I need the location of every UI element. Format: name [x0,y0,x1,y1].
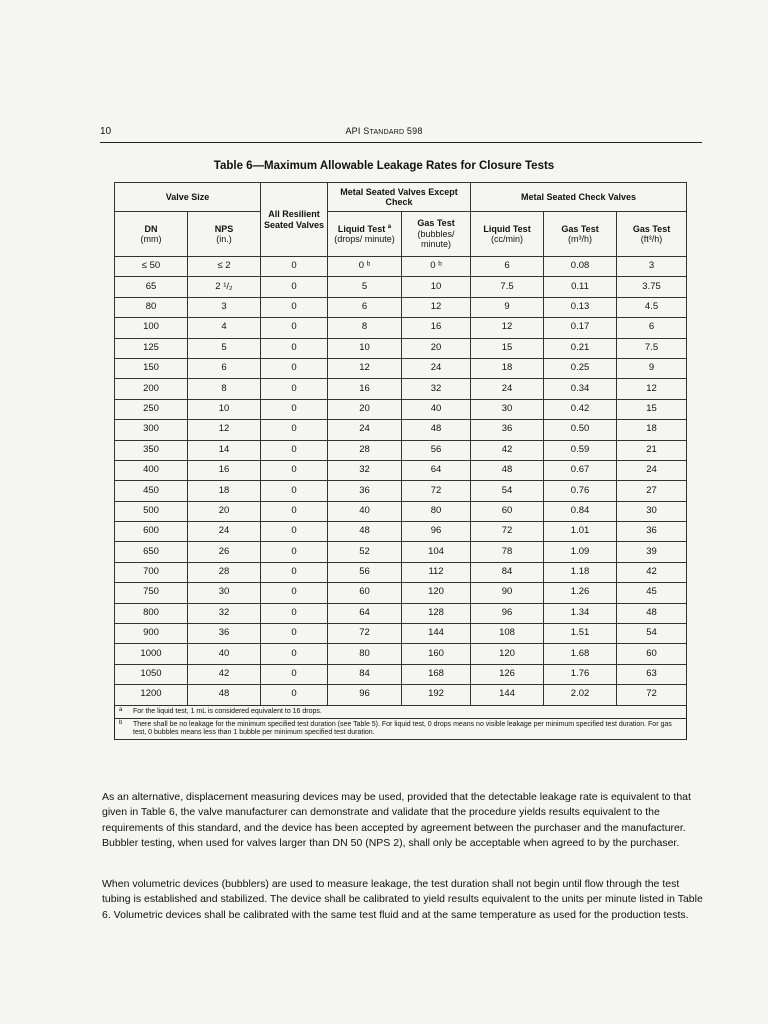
paragraph-volumetric-devices: When volumetric devices (bubblers) are used to measure leakage, the test duration shall not begin until flow through the test tubing is established and stabilized. The device shall be calibrated to yield results equivalent to the units per minute listed in Table 6. Volumetric devices shall be calibrated with the same test fluid and at the same temperature as used for the production tests. [102,877,703,921]
cell-gas-ft3: 72 [617,685,687,705]
cell-liquid-drops: 0 ᵇ [328,257,402,277]
cell-nps: 3 [188,297,261,317]
cell-gas-bubbles: 24 [402,358,471,378]
cell-liquid-cc: 15 [471,338,544,358]
cell-gas-bubbles: 120 [402,583,471,603]
leakage-table [114,182,687,740]
cell-gas-m3: 0.84 [544,501,617,521]
cell-gas-ft3: 24 [617,460,687,480]
cell-liquid-drops: 72 [328,624,402,644]
cell-gas-m3: 0.17 [544,318,617,338]
cell-gas-bubbles: 56 [402,440,471,460]
footnote-a-ref: a [387,223,392,230]
table-row [115,542,687,562]
cell-gas-m3: 0.21 [544,338,617,358]
cell-gas-ft3: 9 [617,358,687,378]
running-head-prefix: API S [345,126,370,136]
table-row [115,522,687,542]
table-row [115,624,687,644]
cell-gas-ft3: 15 [617,399,687,419]
cell-gas-bubbles: 144 [402,624,471,644]
cell-gas-bubbles: 20 [402,338,471,358]
cell-liquid-drops: 60 [328,583,402,603]
cell-liquid-cc: 18 [471,358,544,378]
cell-resilient: 0 [261,583,328,603]
table-row [115,644,687,664]
gas-bubbles-header-title: Gas Test [417,218,455,229]
cell-resilient: 0 [261,379,328,399]
cell-gas-ft3: 48 [617,603,687,623]
cell-nps: 2 ¹/₂ [188,277,261,297]
cell-dn: 150 [115,358,188,378]
cell-nps: 14 [188,440,261,460]
cell-nps: 5 [188,338,261,358]
cell-gas-m3: 0.59 [544,440,617,460]
cell-gas-m3: 0.76 [544,481,617,501]
cell-nps: 28 [188,562,261,582]
cell-gas-ft3: 7.5 [617,338,687,358]
cell-resilient: 0 [261,624,328,644]
cell-resilient: 0 [261,257,328,277]
page-number: 10 [100,126,112,137]
table-row [115,460,687,480]
cell-nps: 18 [188,481,261,501]
footnote-b [115,718,687,739]
table-row [115,318,687,338]
cell-gas-ft3: 63 [617,664,687,684]
cell-nps: 8 [188,379,261,399]
table-row [115,399,687,419]
cell-gas-ft3: 18 [617,420,687,440]
cell-gas-bubbles: 40 [402,399,471,419]
cell-resilient: 0 [261,297,328,317]
cell-nps: 12 [188,420,261,440]
nps-header [188,212,261,257]
dn-header [115,212,188,257]
nps-header-title: NPS [214,223,234,234]
cell-gas-ft3: 12 [617,379,687,399]
resilient-seated-header: All Resilient Seated Valves [261,183,328,257]
cell-dn: ≤ 50 [115,257,188,277]
cell-resilient: 0 [261,664,328,684]
table-row [115,685,687,705]
cell-gas-ft3: 45 [617,583,687,603]
cell-dn: 300 [115,420,188,440]
cell-dn: 350 [115,440,188,460]
leakage-table-container [114,182,686,740]
cell-liquid-cc: 24 [471,379,544,399]
cell-gas-ft3: 39 [617,542,687,562]
cell-resilient: 0 [261,318,328,338]
cell-dn: 1050 [115,664,188,684]
cell-gas-m3: 1.76 [544,664,617,684]
cell-gas-ft3: 4.5 [617,297,687,317]
liquid-cc-header-unit: (cc/min) [491,234,524,244]
cell-dn: 450 [115,481,188,501]
table-row [115,420,687,440]
cell-gas-m3: 1.09 [544,542,617,562]
header-rule [100,142,702,143]
cell-gas-m3: 0.25 [544,358,617,378]
cell-dn: 400 [115,460,188,480]
cell-dn: 900 [115,624,188,644]
cell-gas-ft3: 3.75 [617,277,687,297]
cell-gas-m3: 0.34 [544,379,617,399]
running-head-suffix: 598 [404,126,423,136]
cell-gas-m3: 1.51 [544,624,617,644]
cell-liquid-drops: 40 [328,501,402,521]
cell-gas-ft3: 30 [617,501,687,521]
cell-gas-ft3: 27 [617,481,687,501]
cell-gas-bubbles: 12 [402,297,471,317]
liquid-cc-header-title: Liquid Test [483,223,531,234]
cell-dn: 650 [115,542,188,562]
table-row [115,358,687,378]
gas-ft3-header-title: Gas Test [632,223,671,234]
gas-m3-header-unit: (m³/h) [568,234,593,244]
cell-liquid-drops: 84 [328,664,402,684]
cell-liquid-drops: 52 [328,542,402,562]
table-row [115,257,687,277]
cell-gas-m3: 1.01 [544,522,617,542]
cell-liquid-drops: 36 [328,481,402,501]
cell-gas-m3: 0.50 [544,420,617,440]
cell-gas-bubbles: 168 [402,664,471,684]
cell-liquid-drops: 16 [328,379,402,399]
cell-liquid-drops: 6 [328,297,402,317]
cell-liquid-drops: 12 [328,358,402,378]
cell-liquid-cc: 36 [471,420,544,440]
cell-dn: 500 [115,501,188,521]
liquid-drops-header-unit: (drops/ minute) [334,234,395,244]
cell-nps: 16 [188,460,261,480]
cell-liquid-cc: 126 [471,664,544,684]
cell-gas-bubbles: 72 [402,481,471,501]
cell-liquid-drops: 64 [328,603,402,623]
cell-nps: 24 [188,522,261,542]
cell-gas-bubbles: 64 [402,460,471,480]
cell-liquid-drops: 48 [328,522,402,542]
cell-nps: 10 [188,399,261,419]
cell-liquid-cc: 90 [471,583,544,603]
cell-nps: 32 [188,603,261,623]
cell-resilient: 0 [261,603,328,623]
cell-liquid-drops: 32 [328,460,402,480]
cell-gas-m3: 2.02 [544,685,617,705]
cell-dn: 600 [115,522,188,542]
liquid-drops-header [328,212,402,257]
dn-header-unit: (mm) [140,234,162,244]
cell-liquid-cc: 42 [471,440,544,460]
table-body [115,257,687,706]
table-row [115,583,687,603]
cell-gas-ft3: 3 [617,257,687,277]
cell-gas-m3: 0.13 [544,297,617,317]
cell-gas-bubbles: 112 [402,562,471,582]
cell-liquid-cc: 9 [471,297,544,317]
cell-gas-bubbles: 16 [402,318,471,338]
cell-gas-bubbles: 128 [402,603,471,623]
cell-liquid-cc: 48 [471,460,544,480]
cell-liquid-drops: 56 [328,562,402,582]
cell-dn: 100 [115,318,188,338]
cell-nps: 30 [188,583,261,603]
cell-gas-bubbles: 10 [402,277,471,297]
dn-header-title: DN [144,223,158,234]
footnote-b-mark: b [119,719,123,726]
cell-resilient: 0 [261,460,328,480]
gas-m3-header [544,212,617,257]
footnote-a-text: For the liquid test, 1 mL is considered equivalent to 16 drops. [133,707,322,715]
cell-resilient: 0 [261,358,328,378]
liquid-cc-header [471,212,544,257]
cell-liquid-cc: 6 [471,257,544,277]
cell-resilient: 0 [261,440,328,460]
cell-gas-bubbles: 96 [402,522,471,542]
table-row [115,481,687,501]
cell-dn: 1200 [115,685,188,705]
cell-gas-m3: 0.42 [544,399,617,419]
footnote-b-text: There shall be no leakage for the minimum specified test duration (see Table 5). For liquid test, 0 drops means no visible leakage per minimum specified test duration. For gas test, 0 bubbles means less than 1 bubble per minimum specified test duration. [133,720,672,736]
gas-m3-header-title: Gas Test [561,223,599,234]
cell-liquid-drops: 28 [328,440,402,460]
table-row [115,297,687,317]
cell-resilient: 0 [261,277,328,297]
cell-liquid-cc: 72 [471,522,544,542]
liquid-drops-title-text: Liquid Test [337,223,386,234]
footnote-a [115,705,687,718]
cell-gas-m3: 1.26 [544,583,617,603]
cell-gas-m3: 1.68 [544,644,617,664]
gas-bubbles-header-unit: (bubbles/ minute) [417,228,455,250]
cell-gas-bubbles: 32 [402,379,471,399]
cell-nps: 48 [188,685,261,705]
footnote-a-mark: a [119,706,123,713]
table-caption: Table 6—Maximum Allowable Leakage Rates for Closure Tests [213,160,555,172]
cell-liquid-cc: 7.5 [471,277,544,297]
cell-resilient: 0 [261,644,328,664]
metal-seated-except-check-header: Metal Seated Valves Except Check [328,183,471,212]
valve-size-header: Valve Size [115,183,261,212]
liquid-drops-header-title [328,224,401,234]
metal-seated-check-header: Metal Seated Check Valves [471,183,687,212]
cell-dn: 125 [115,338,188,358]
cell-liquid-drops: 20 [328,399,402,419]
table-row [115,440,687,460]
cell-nps: ≤ 2 [188,257,261,277]
cell-resilient: 0 [261,685,328,705]
table-row [115,277,687,297]
cell-dn: 250 [115,399,188,419]
gas-bubbles-header [402,212,471,257]
table-row [115,379,687,399]
cell-gas-bubbles: 48 [402,420,471,440]
cell-nps: 36 [188,624,261,644]
cell-gas-bubbles: 104 [402,542,471,562]
table-row [115,562,687,582]
cell-resilient: 0 [261,399,328,419]
cell-dn: 1000 [115,644,188,664]
cell-gas-bubbles: 0 ᵇ [402,257,471,277]
cell-gas-m3: 1.18 [544,562,617,582]
cell-liquid-cc: 54 [471,481,544,501]
cell-gas-ft3: 36 [617,522,687,542]
table-row [115,338,687,358]
cell-gas-ft3: 60 [617,644,687,664]
cell-gas-bubbles: 192 [402,685,471,705]
cell-dn: 750 [115,583,188,603]
cell-liquid-cc: 144 [471,685,544,705]
cell-liquid-cc: 108 [471,624,544,644]
cell-liquid-cc: 78 [471,542,544,562]
cell-nps: 42 [188,664,261,684]
cell-resilient: 0 [261,522,328,542]
cell-liquid-drops: 80 [328,644,402,664]
gas-ft3-header-unit: (ft³/h) [640,234,663,244]
cell-liquid-drops: 96 [328,685,402,705]
cell-dn: 200 [115,379,188,399]
cell-gas-ft3: 54 [617,624,687,644]
cell-dn: 700 [115,562,188,582]
cell-gas-ft3: 21 [617,440,687,460]
cell-gas-m3: 0.67 [544,460,617,480]
cell-nps: 4 [188,318,261,338]
cell-liquid-drops: 5 [328,277,402,297]
cell-dn: 65 [115,277,188,297]
cell-gas-m3: 1.34 [544,603,617,623]
cell-nps: 6 [188,358,261,378]
paragraph-displacement-devices: As an alternative, displacement measuring devices may be used, provided that the detectable leakage rate is equivalent to that given in Table 6, the valve manufacturer can demonstrate and validate that the procedure yields results equivalent to the requirements of this standard, and the device has been accepted by agreement between the purchaser and the manufacturer. Bubbler testing, when used for valves larger than DN 50 (NPS 2), shall only be acceptable when agreed to by the purchaser. [102,790,691,849]
table-row [115,603,687,623]
cell-resilient: 0 [261,420,328,440]
cell-gas-ft3: 42 [617,562,687,582]
cell-resilient: 0 [261,562,328,582]
cell-liquid-drops: 10 [328,338,402,358]
cell-gas-m3: 0.11 [544,277,617,297]
running-head-smallcaps: TANDARD [369,129,405,136]
cell-resilient: 0 [261,501,328,521]
cell-nps: 26 [188,542,261,562]
cell-gas-ft3: 6 [617,318,687,338]
running-head [0,126,768,136]
cell-liquid-drops: 24 [328,420,402,440]
table-row [115,501,687,521]
cell-gas-bubbles: 80 [402,501,471,521]
table-row [115,664,687,684]
cell-liquid-cc: 120 [471,644,544,664]
cell-liquid-cc: 12 [471,318,544,338]
nps-header-unit: (in.) [216,234,232,244]
cell-gas-m3: 0.08 [544,257,617,277]
cell-nps: 40 [188,644,261,664]
cell-liquid-cc: 84 [471,562,544,582]
cell-resilient: 0 [261,542,328,562]
cell-dn: 80 [115,297,188,317]
cell-liquid-cc: 60 [471,501,544,521]
cell-dn: 800 [115,603,188,623]
cell-resilient: 0 [261,338,328,358]
cell-liquid-cc: 30 [471,399,544,419]
cell-liquid-cc: 96 [471,603,544,623]
gas-ft3-header [617,212,687,257]
cell-gas-bubbles: 160 [402,644,471,664]
cell-liquid-drops: 8 [328,318,402,338]
cell-nps: 20 [188,501,261,521]
cell-resilient: 0 [261,481,328,501]
